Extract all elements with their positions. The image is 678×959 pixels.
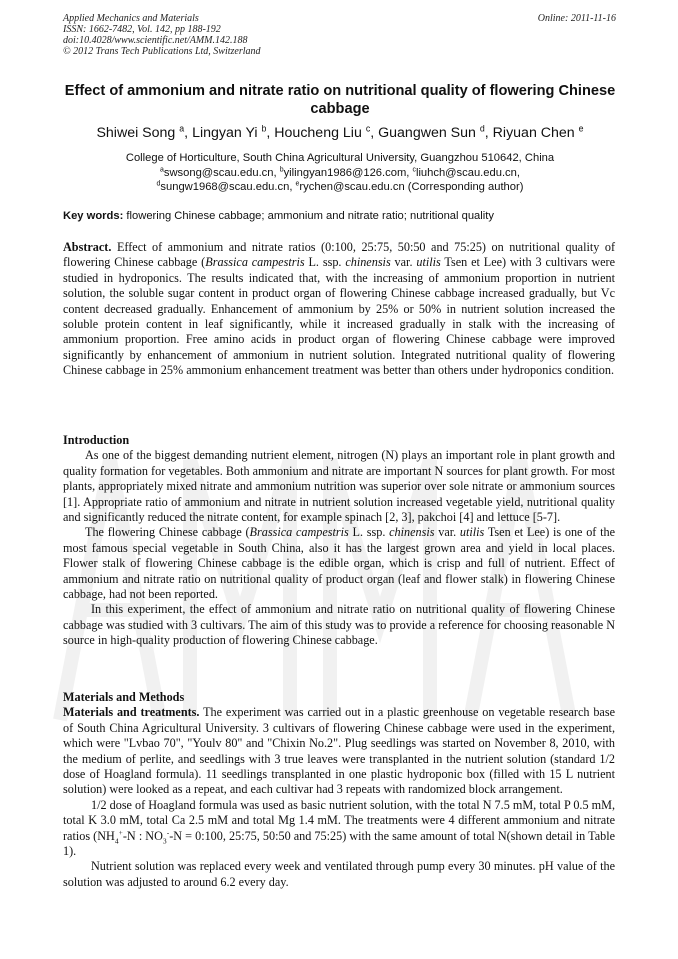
abstract-text: Tsen et Lee) with 3 cultivars were studied in hydroponics. The results indicated that, with the increasing of ammonium proportion in nutrient solution, the soluble sugar content in product organ of flowering Chinese cabbage increased gradually, but Vc content decreased gradually. Enhancement of ammonium by 25% or 50% in nutrient solution increased the soluble protein content in leaf significantly, while it increased gradually in stalk with the increasing of ammonium proportion. Free amino acids in product organ of flowering Chinese cabbage were improved significantly by enhancement of ammonium in nutrient solution. Integrated nutritional quality of flowering Chinese cabbage in 25% ammonium enhancement treatment was better than others under hydroponics condition. [63, 255, 616, 378]
species-name: chinensis [389, 525, 435, 540]
subscript: 4 [114, 836, 119, 846]
abstract-paragraph [63, 240, 615, 379]
superscript: + [118, 827, 123, 837]
methods-text: 1/2 dose of Hoagland formula was used as basic nutrient solution, with the total N 7.5 mM, total P 0.5 mM, total K 3.0 mM, total Ca 2.5 mM and total Mg 1.4 mM. The treatments were 4 different ammonium and nitrate ratios (NH [63, 797, 615, 843]
introduction-paragraph-3: In this experiment, the effect of ammonium and nitrate ratio on nutritional quality of flowering Chinese cabbage was studied with 3 cultivars. The aim of this study was to provide a reference for choosing reasonable N source in high-quality production of flowering Chinese cabbage. [63, 602, 615, 648]
intro-text: L. ssp. [348, 525, 390, 540]
species-name: Brassica campestris [205, 255, 305, 270]
online-date: Online: 2011-11-16 [537, 13, 616, 24]
author-list: Shiwei Song $^a$, Lingyan Yi $^b$, Houcheng Liu $^c$, Guangwen Sun $^d$, Riyuan Chen $^e$ [96, 123, 584, 141]
author-mark: c [365, 123, 371, 134]
copyright-line: © 2012 Trans Tech Publications Ltd, Switzerland [63, 46, 261, 57]
email-mark: d [156, 180, 161, 188]
methods-text: -N = 0:100, 25:75, 50:50 and 75:25) with the same amount of total N(shown detail in Table 1). [63, 828, 615, 859]
species-name: chinensis [345, 255, 391, 270]
keywords-label: Key words: [63, 210, 124, 222]
introduction-paragraph-2 [63, 525, 615, 602]
author-mark: e [578, 123, 584, 134]
author-mark: d [479, 123, 485, 134]
author-name: Lingyan Yi [192, 125, 258, 141]
journal-header [63, 13, 616, 57]
author-name: Shiwei Song [96, 125, 176, 141]
email-b[interactable]: yilingyan1986@126.com, [283, 166, 410, 179]
author-name: Houcheng Liu [274, 125, 362, 141]
superscript: - [166, 827, 170, 837]
paper-title: Effect of ammonium and nitrate ratio on nutritional quality of flowering Chinese cabbage [64, 83, 616, 117]
intro-text: Tsen et Lee) is one of the most famous special vegetable in South China, also it has the largest grown area and yield in local places. Flower stalk of flowering Chinese cabbage is the edible organ, which is crisp and full of nutrient. Effect of ammonium and nitrate ratio on nutritional quality of product organ (leaf and flower stalk) in flowering Chinese cabbage, had not been reported. [63, 525, 615, 602]
issn-line: ISSN: 1662-7482, Vol. 142, pp 188-192 [63, 24, 221, 35]
introduction-paragraph-1: As one of the biggest demanding nutrient element, nitrogen (N) plays an important role in plant growth and quality formation for vegetables. Both ammonium and nitrate are important N sources for plant growth. For most plants, appropriately mixed nitrate and ammonium nutrition was superior over sole nitrate or ammonium sources [1]. Appropriate ratio of ammonium and nitrate in nutrient solution increased vegetable yield, nutritional quality and significantly reduced the nitrate content, for example spinach [2, 3], pakchoi [4] and lettuce [5-7]. [63, 448, 615, 525]
email-e[interactable]: rychen@scau.edu.cn (Corresponding author) [299, 181, 524, 194]
species-name: Brassica campestris [249, 525, 349, 540]
author-mark: b [261, 123, 267, 134]
methods-paragraph-1 [63, 705, 615, 797]
email-mark: b [279, 165, 284, 173]
email-a[interactable]: swsong@scau.edu.cn, [163, 166, 277, 179]
keywords [63, 209, 623, 223]
abstract [63, 240, 615, 379]
methods-paragraph-3: Nutrient solution was replaced every week and ventilated through pump every 30 minutes. pH value of the solution was adjusted to around 6.2 every day. [63, 859, 615, 889]
methods-section [63, 690, 615, 890]
email-mark: e [295, 180, 300, 188]
email-line-2 [40, 180, 640, 195]
abstract-text: Effect of ammonium and nitrate ratios (0:100, 25:75, 50:50 and 75:25) on nutritional quality of flowering Chinese cabbage ( [63, 240, 616, 270]
species-name: utilis [416, 255, 441, 270]
email-mark: a [160, 165, 164, 173]
affiliation-block [40, 151, 640, 195]
intro-text: The flowering Chinese cabbage ( [85, 525, 250, 540]
keywords-text: flowering Chinese cabbage; ammonium and nitrate ratio; nutritional quality [126, 210, 494, 222]
methods-subheading: Materials and treatments. [63, 705, 200, 720]
abstract-text: var. [390, 255, 417, 270]
introduction-section [63, 433, 615, 649]
subscript: 3 [162, 836, 167, 846]
journal-name: Applied Mechanics and Materials [63, 13, 199, 24]
author-name: Riyuan Chen [492, 125, 575, 141]
author-name: Guangwen Sun [378, 125, 476, 141]
introduction-heading: Introduction [63, 433, 130, 447]
abstract-label: Abstract. [63, 240, 112, 254]
email-line-1 [40, 166, 640, 181]
email-d[interactable]: sungw1968@scau.edu.cn, [160, 181, 293, 194]
email-mark: c [412, 165, 416, 173]
methods-paragraph-2 [63, 798, 615, 860]
methods-text: -N : NO [122, 828, 163, 843]
email-c[interactable]: liuhch@scau.edu.cn, [415, 166, 520, 179]
abstract-text: L. ssp. [304, 255, 346, 270]
methods-text: The experiment was carried out in a plastic greenhouse on vegetable research base of South China Agricultural University. 3 cultivars of flowering Chinese cabbage were used in the experiment, which were "Lvbao 70", "Youlv 80" and "Chixin No.2". Plug seedlings was started on November 8, 2010, with the medium of perlite, and seedlings with 3 true leaves were transplanted in the nutrient solution (standard 1/2 dose of Hoagland formula). 11 seedlings transplanted in one plastic hydroponic box (filled with 15 L nutrient solution) were looked as a repeat, and each cultivar had 3 repeats with randomized block arrangement. [63, 705, 615, 797]
affiliation: College of Horticulture, South China Agricultural University, Guangzhou 510642, China [125, 152, 555, 164]
methods-heading: Materials and Methods [63, 690, 185, 704]
intro-text: var. [434, 525, 460, 540]
doi-line: doi:10.4028/www.scientific.net/AMM.142.188 [63, 35, 248, 46]
species-name: utilis [459, 525, 485, 540]
author-mark: a [179, 123, 185, 134]
